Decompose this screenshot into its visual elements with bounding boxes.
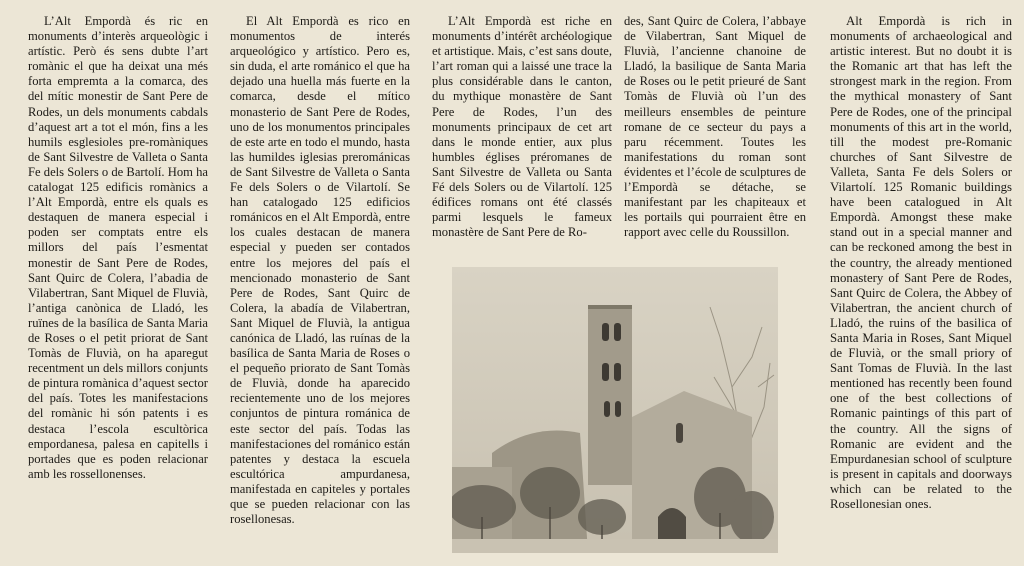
french-column-1 (432, 14, 612, 240)
english-column (830, 14, 1012, 512)
church-illustration (452, 267, 778, 553)
french-paragraph-end: des, Sant Quirc de Colera, l’abbaye de Vilabertran, Sant Miquel de Fluvià, l’ancienne chanoine de Lladó, la basilique de Santa Maria de Roses ou le petit prieuré de Sant Tomàs de Fluvià où l’un des meilleurs ensembles de peinture romane de ce secteur du pays a paru récemment. Toutes les manifestations du roman sont évidentes et l’école de sculptures de l’Empordà se détache, se manifestant par les chapiteaux et les portails qui pourraient être en rapport avec celle du Roussillon. (624, 14, 806, 240)
french-paragraph-start: L’Alt Empordà est riche en monuments d’intérêt archéologique et artistique. Mais, c’est sans doute, l’art roman qui a laissé une trace la plus considérable dans le canton, du mythique monastère de Sant Pere de Rodes, l’un des monuments principaux de cet art dans le monde entier, aux plus humbles églises préromanes de Sant Silvestre de Valleta ou Santa Fé dels Solers ou de Vilartolí. 125 édifices romans ont été classés parmi lesquels le fameux monastère de Sant Pere de Ro- (432, 14, 612, 240)
church-photograph (452, 267, 778, 553)
french-column-2 (624, 14, 806, 240)
spanish-paragraph: El Alt Empordà es rico en monumentos de interés arqueológico y artístico. Pero es, sin duda, el arte románico el que ha dejado una huella más fuerte en la comarca, desde el mítico monasterio de Sant Pere de Rodes, uno de los monumentos principales de este arte en todo el mundo, hasta las humildes iglesias prerománicas de Sant Silvestre de Valleta o Santa Fe dels Solers o de Vilartolí. Se han catalogado 125 edificios románicos en el Alt Empordà, entre los cuales destacan de manera especial y pueden ser contados entre los mejores del país el mencionado monasterio de Sant Pere de Rodes, Sant Quirc de Colera, la abadía de Vilabertran, Sant Miquel de Fluvià, la antigua canónica de Lladó, las ruínas de la basílica de Santa Maria de Roses o el pequeño priorato de Sant Tomàs de Fluvià, donde ha aparecido recientemente uno de los mejores conjuntos de pintura románica de este sector del país. Todas las manifestaciones del románico están patentes y destaca la escuela escultórica ampurdanesa, manifestada en capiteles y portales que se pueden relacionar con las rosellonesas. (230, 14, 410, 527)
catalan-paragraph: L’Alt Empordà és ric en monuments d’interès arqueològic i artístic. Però és sens dubte l’art romànic el que ha deixat una més forta empremta a la comarca, des del mític monestir de Sant Pere de Rodes, un dels monuments cabdals d’aquest art a tot el món, fins a les humils esglesioles pre-romàniques de Sant Silvestre de Valleta o Santa Fe dels Solers o de Bartolí. Hom ha catalogat 125 edificis romànics a l’Alt Empordà, entre els quals es destaquen de manera especial i poden ser comptats entre els millors del país l’esmentat monestir de Sant Pere de Rodes, Sant Quirc de Colera, l’abadia de Vilabertran, Sant Miquel de Fluvià, l’antiga canònica de Lladó, les ruïnes de la basílica de Santa Maria de Roses o el petit priorat de Sant Tomàs de Fluvià, on ha aparegut recentment un dels millors conjunts de pintura romànica d’aquest sector del país. Totes les manifestacions del romànic hi són patents i es destaca l’escola escultòrica empordanesa, palesa en capitells i portades que es poden relacionar amb les rossellonenses. (28, 14, 208, 481)
catalan-column (28, 14, 208, 482)
spanish-column (230, 14, 410, 527)
english-paragraph: Alt Empordà is rich in monuments of archaeological and artistic interest. But no doubt it is the Romanic art that has left the strongest mark in the region. From the mythical monastery of Sant Pere de Rodes, one of the principal monuments of this art in the world, till the modest pre-Romanic churches of Sant Silvestre de Valleta, Santa Fe dels Solers or Vilartolí. 125 Romanic buildings have been catalogued in Alt Empordà. Amongst these make stand out in a special manner and can be reckoned among the best in the country, the already mentioned monastery of Sant Pere de Rodes, Sant Quirc de Colera, the Abbey of Vilabertran, the ancient church of Lladó, the ruins of the basilica of Santa Maria in Roses, Sant Miquel de Fluvià, or the small priory of Sant Tomas de Fluvià. In the last mentioned has recently been found one of the best collections of Romanic paintings of this part of the country. All the signs of Romanic are evident and the Empurdanesian school of sculpture is present in capitals and doorways which can be related to the Rosellonesian ones. (830, 14, 1012, 511)
